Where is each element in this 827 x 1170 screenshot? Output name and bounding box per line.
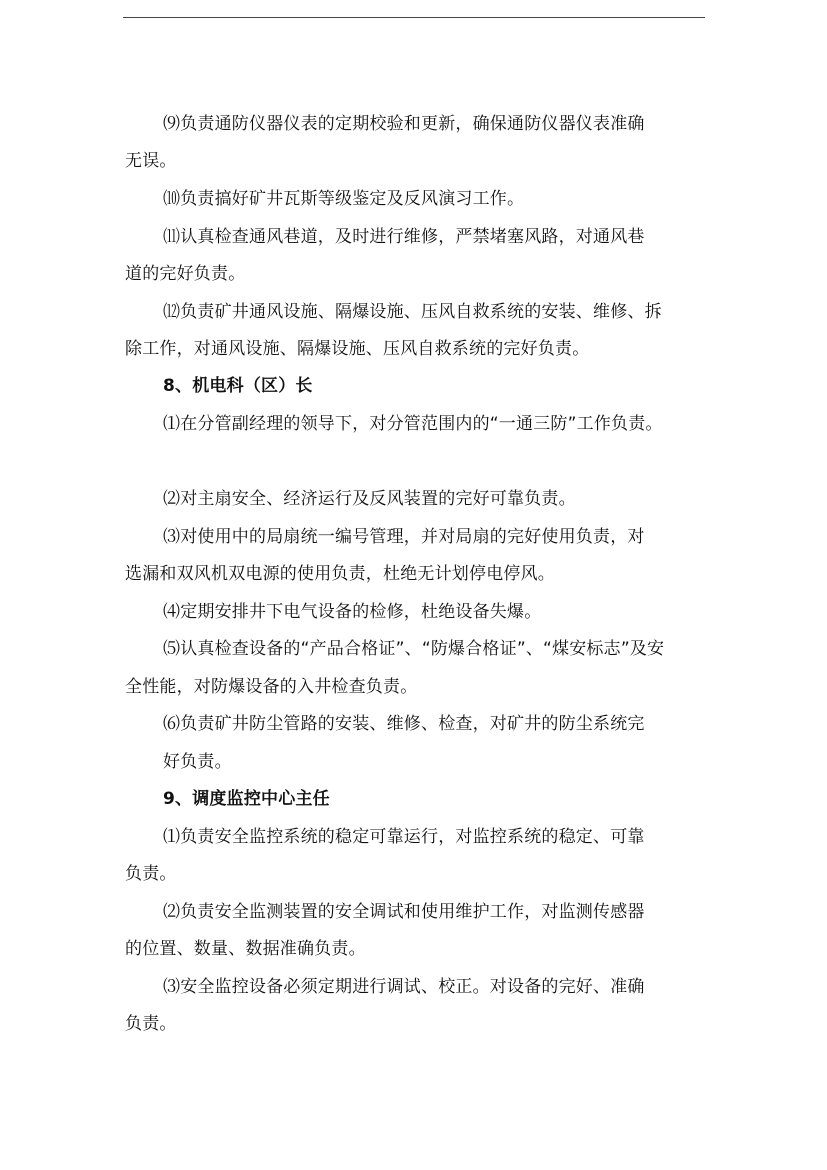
paragraph-line: ⑾认真检查通风巷道，及时进行维修，严禁堵塞风路，对通风巷	[163, 227, 645, 247]
paragraph-line: 负责。	[125, 864, 177, 884]
header-rule	[123, 17, 705, 18]
paragraph-line: ⑶安全监控设备必须定期进行调试、校正。对设备的完好、准确	[163, 977, 645, 997]
paragraph-line: ⑴负责安全监控系统的稳定可靠运行，对监控系统的稳定、可靠	[163, 827, 645, 847]
paragraph-line: ⑴在分管副经理的领导下，对分管范围内的“一通三防”工作负责。	[163, 414, 663, 434]
paragraph-line: ⑸认真检查设备的“产品合格证”、“防爆合格证”、“煤安标志”及安	[163, 639, 665, 659]
paragraph-line: 负责。	[125, 1014, 177, 1034]
paragraph-line: ⑶对使用中的局扇统一编号管理，并对局扇的完好使用负责，对	[163, 527, 645, 547]
paragraph-line: ⑽负责搞好矿井瓦斯等级鉴定及反风演习工作。	[163, 189, 525, 209]
paragraph-line: 好负责。	[163, 752, 232, 772]
paragraph-line: ⑷定期安排井下电气设备的检修，杜绝设备失爆。	[163, 602, 542, 622]
paragraph-line: ⑼负责通防仪器仪表的定期校验和更新，确保通防仪器仪表准确	[163, 114, 645, 134]
paragraph-line: 除工作，对通风设施、隔爆设施、压风自救系统的完好负责。	[125, 339, 590, 359]
paragraph-line: 选漏和双风机双电源的使用负责，杜绝无计划停电停风。	[125, 564, 555, 584]
paragraph-line: ⑿负责矿井通风设施、隔爆设施、压风自救系统的安装、维修、拆	[163, 302, 662, 322]
paragraph-line: ⑵负责安全监测装置的安全调试和使用维护工作，对监测传感器	[163, 902, 645, 922]
section-heading: 8、机电科（区）长	[163, 376, 313, 396]
paragraph-line: 全性能，对防爆设备的入井检查负责。	[125, 677, 418, 697]
section-heading: 9、调度监控中心主任	[163, 789, 330, 809]
paragraph-line: ⑵对主扇安全、经济运行及反风装置的完好可靠负责。	[163, 489, 576, 509]
paragraph-line: ⑹负责矿井防尘管路的安装、维修、检查，对矿井的防尘系统完	[163, 714, 645, 734]
paragraph-line: 道的完好负责。	[125, 264, 246, 284]
paragraph-line: 无误。	[125, 151, 177, 171]
paragraph-line: 的位置、数量、数据准确负责。	[125, 939, 366, 959]
